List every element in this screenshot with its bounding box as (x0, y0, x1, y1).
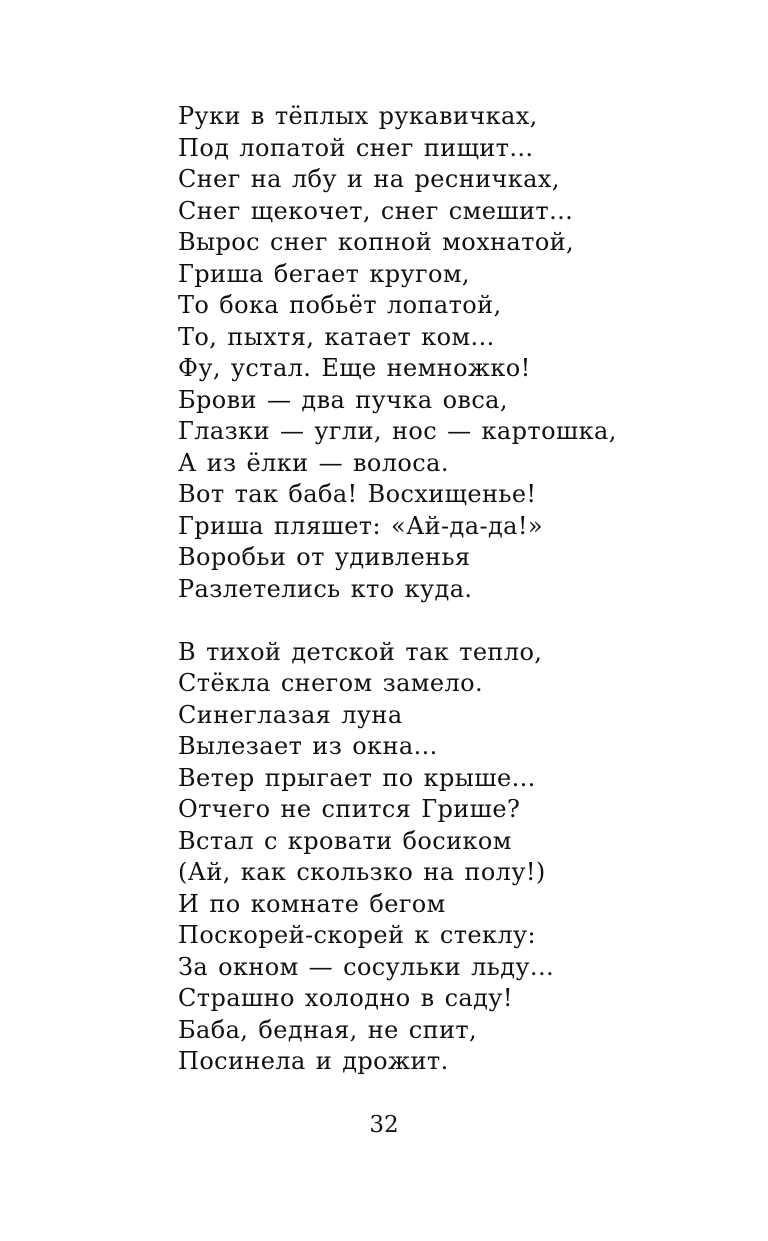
poem-line: Ветер прыгает по крыше... (178, 763, 536, 792)
poem-line: Разлетелись кто куда. (178, 574, 473, 603)
poem-line: В тихой детской так тепло, (178, 637, 543, 666)
poem-line: Глазки — угли, нос — картошка, (178, 417, 617, 445)
poem-line: Брови — два пучка овса, (178, 385, 508, 414)
poem-line: Под лопатой снег пищит... (178, 133, 534, 162)
poem-line: Руки в тёплых рукавичках, (178, 102, 538, 130)
poem-line: Встал с кровати босиком (178, 826, 512, 855)
poem-line: А из ёлки — волоса. (178, 448, 449, 477)
poem-line: Посинела и дрожит. (178, 1047, 449, 1075)
stanza-1 (178, 101, 738, 605)
poem-line: Вылезает из окна... (178, 732, 438, 760)
poem-line: (Ай, как скользко на полу!) (178, 858, 546, 886)
page-number: 32 (369, 1112, 399, 1138)
poem-line: Отчего не спится Грише? (178, 795, 521, 823)
poem-line: Гриша бегает кругом, (178, 259, 470, 288)
poem-line: Стёкла снегом замело. (178, 669, 483, 697)
poem-line: За окном — сосульки льду... (178, 952, 554, 981)
poem-text (178, 101, 738, 1078)
poem-line: Фу, устал. Еще немножко! (178, 354, 531, 382)
poem-line: И по комнате бегом (178, 889, 446, 918)
poem-line: То бока побьёт лопатой, (178, 291, 502, 319)
poem-line: Страшно холодно в саду! (178, 984, 513, 1012)
poem-line: Синеглазая луна (178, 700, 403, 729)
poem-line: Вырос снег копной мохнатой, (178, 228, 575, 256)
poem-line: Снег щекочет, снег смешит... (178, 196, 574, 225)
poem-line: Гриша пляшет: «Ай-да-да!» (178, 511, 543, 540)
poem-line: Баба, бедная, не спит, (178, 1015, 478, 1044)
poem-line: Поскорей-скорей к стеклу: (178, 921, 537, 949)
poem-line: То, пыхтя, катает ком... (178, 322, 495, 351)
poem-line: Вот так баба! Восхищенье! (178, 480, 537, 508)
poem-line: Воробьи от удивленья (178, 543, 471, 571)
stanza-2 (178, 637, 738, 1078)
poem-line: Снег на лбу и на ресничках, (178, 165, 560, 193)
